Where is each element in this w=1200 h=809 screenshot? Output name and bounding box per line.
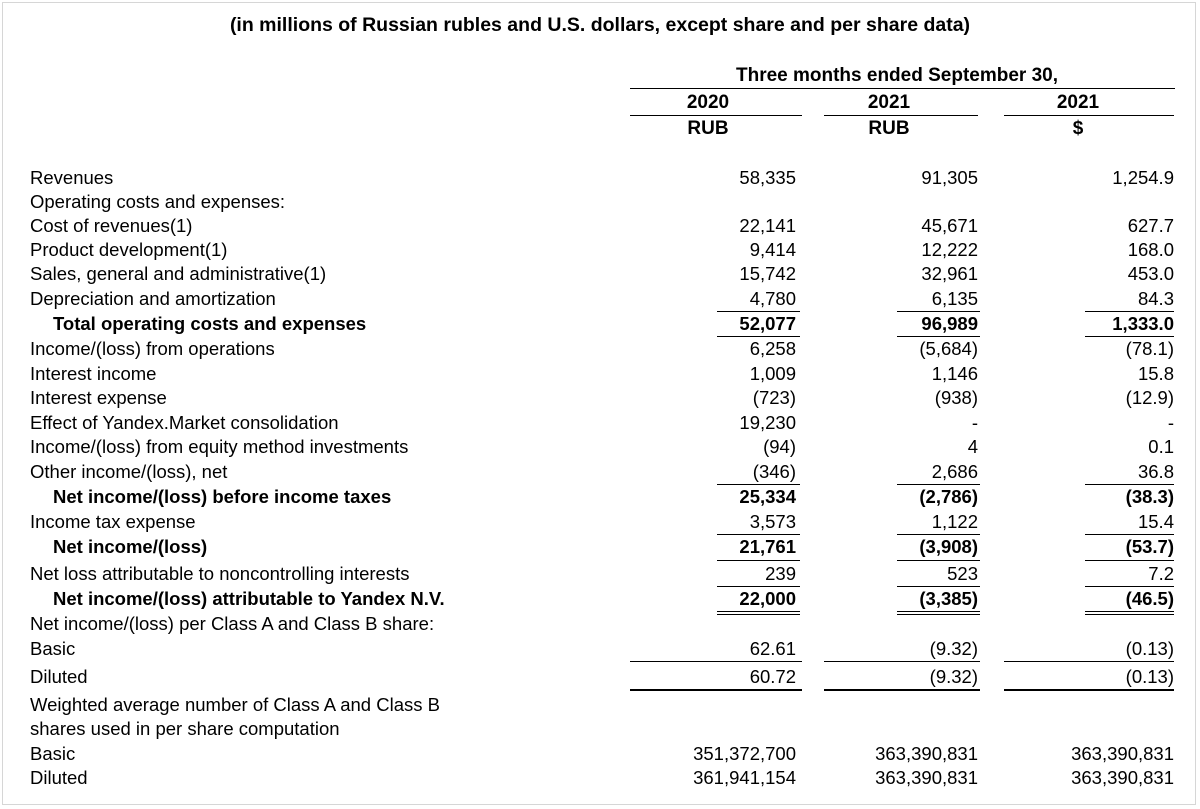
value-interest-expense-2021-rub: (938): [934, 387, 978, 408]
value-noncontrolling-2021-rub: 523: [947, 563, 978, 584]
column-currency-2: RUB: [868, 118, 910, 139]
value-depreciation-2021-usd: 84.3: [1137, 288, 1174, 309]
row-label-income-tax: Income tax expense: [30, 511, 196, 532]
row-label-cost-of-revenues: Cost of revenues(1): [30, 215, 193, 236]
value-sga-2021-usd: 453.0: [1127, 263, 1174, 284]
row-label-weighted-average-cont: shares used in per share computation: [30, 718, 340, 739]
value-product-development-2021-rub: 12,222: [921, 239, 978, 260]
value-depreciation-2021-rub: 6,135: [931, 288, 978, 309]
row-label-noncontrolling: Net loss attributable to noncontrolling interests: [30, 563, 410, 584]
value-attributable-yandex-2021-rub: (3,385): [919, 588, 978, 609]
value-interest-income-2021-usd: 15.8: [1137, 363, 1174, 384]
value-income-from-operations-2021-rub: (5,684): [919, 338, 978, 359]
value-other-income-2021-rub: 2,686: [931, 461, 978, 482]
row-label-interest-income: Interest income: [30, 363, 157, 384]
attrib-double-line-1b: [717, 614, 800, 615]
column-year-3: 2021: [1056, 92, 1100, 113]
year-underline-3: [1004, 115, 1174, 116]
value-eps-basic-2021-rub: (9.32): [929, 638, 978, 659]
attrib-double-line-2b: [897, 614, 980, 615]
value-cost-of-revenues-2021-rub: 45,671: [921, 215, 978, 236]
value-sga-2020: 15,742: [739, 263, 796, 284]
eps-diluted-line-2: [824, 689, 980, 691]
value-shares-diluted-2021-usd: 363,390,831: [1071, 767, 1174, 788]
value-other-income-2021-usd: 36.8: [1137, 461, 1174, 482]
value-attributable-yandex-2020: 22,000: [739, 588, 796, 609]
row-label-other-income: Other income/(loss), net: [30, 461, 228, 482]
value-net-income-2020: 21,761: [739, 536, 796, 557]
value-product-development-2020: 9,414: [749, 239, 796, 260]
row-label-product-development: Product development(1): [30, 239, 228, 260]
column-currency-3: $: [1072, 118, 1084, 139]
row-label-operating-costs-heading: Operating costs and expenses:: [30, 191, 286, 212]
value-equity-method-2021-rub: 4: [967, 436, 978, 457]
row-label-total-operating-costs: Total operating costs and expenses: [53, 313, 367, 334]
value-product-development-2021-usd: 168.0: [1127, 239, 1174, 260]
value-depreciation-2020: 4,780: [749, 288, 796, 309]
attrib-double-line-1a: [717, 611, 800, 612]
row-label-equity-method: Income/(loss) from equity method investments: [30, 436, 409, 457]
row-label-eps-heading: Net income/(loss) per Class A and Class B share:: [30, 613, 435, 634]
value-total-operating-costs-2021-rub: 96,989: [921, 313, 978, 334]
value-shares-basic-2020: 351,372,700: [693, 743, 796, 764]
value-shares-diluted-2020: 361,941,154: [693, 767, 796, 788]
row-label-interest-expense: Interest expense: [30, 387, 167, 408]
value-cost-of-revenues-2020: 22,141: [739, 215, 796, 236]
value-interest-income-2021-rub: 1,146: [931, 363, 978, 384]
year-underline-1: [630, 115, 802, 116]
nci-top-line-1: [717, 560, 800, 561]
value-income-from-operations-2021-usd: (78.1): [1125, 338, 1174, 359]
value-income-tax-2021-rub: 1,122: [931, 511, 978, 532]
row-label-revenues: Revenues: [30, 167, 114, 188]
value-equity-method-2021-usd: 0.1: [1148, 436, 1174, 457]
value-total-operating-costs-2021-usd: 1,333.0: [1112, 313, 1174, 334]
row-label-net-income: Net income/(loss): [53, 536, 208, 557]
value-eps-diluted-2021-usd: (0.13): [1125, 666, 1174, 687]
value-eps-diluted-2020: 60.72: [749, 666, 796, 687]
value-revenues-2020: 58,335: [739, 167, 796, 188]
value-eps-diluted-2021-rub: (9.32): [929, 666, 978, 687]
value-market-consolidation-2020: 19,230: [739, 412, 796, 433]
row-label-shares-basic: Basic: [30, 743, 76, 764]
value-revenues-2021-rub: 91,305: [921, 167, 978, 188]
attrib-double-line-3a: [1085, 611, 1174, 612]
column-currency-1: RUB: [687, 118, 729, 139]
value-interest-income-2020: 1,009: [749, 363, 796, 384]
period-header: Three months ended September 30,: [735, 65, 1059, 86]
value-income-from-operations-2020: 6,258: [749, 338, 796, 359]
nci-top-line-2: [897, 560, 980, 561]
value-noncontrolling-2020: 239: [765, 563, 796, 584]
value-market-consolidation-2021-usd: -: [1167, 412, 1174, 433]
row-label-market-consolidation: Effect of Yandex.Market consolidation: [30, 412, 339, 433]
value-interest-expense-2020: (723): [752, 387, 796, 408]
value-eps-basic-2020: 62.61: [749, 638, 796, 659]
value-other-income-2020: (346): [752, 461, 796, 482]
value-net-income-2021-usd: (53.7): [1125, 536, 1174, 557]
value-eps-basic-2021-usd: (0.13): [1125, 638, 1174, 659]
row-label-shares-diluted: Diluted: [30, 767, 88, 788]
row-label-sga: Sales, general and administrative(1): [30, 263, 327, 284]
value-attributable-yandex-2021-usd: (46.5): [1125, 588, 1174, 609]
row-label-income-from-operations: Income/(loss) from operations: [30, 338, 275, 359]
value-income-before-taxes-2021-usd: (38.3): [1125, 486, 1174, 507]
nci-top-line-3: [1085, 560, 1174, 561]
value-net-income-2021-rub: (3,908): [919, 536, 978, 557]
eps-diluted-line-3: [1004, 689, 1174, 691]
eps-basic-line-1: [630, 661, 802, 662]
eps-basic-line-3: [1004, 661, 1174, 662]
eps-basic-line-2: [824, 661, 980, 662]
value-income-before-taxes-2020: 25,334: [739, 486, 796, 507]
row-label-attributable-yandex: Net income/(loss) attributable to Yandex N.V.: [53, 588, 445, 609]
statement-title: (in millions of Russian rubles and U.S. dollars, except share and per share data): [229, 14, 971, 36]
value-noncontrolling-2021-usd: 7.2: [1148, 563, 1174, 584]
value-income-before-taxes-2021-rub: (2,786): [919, 486, 978, 507]
period-underline: [630, 88, 1175, 89]
value-total-operating-costs-2020: 52,077: [739, 313, 796, 334]
column-year-2: 2021: [867, 92, 911, 113]
value-shares-basic-2021-rub: 363,390,831: [875, 743, 978, 764]
row-label-weighted-average: Weighted average number of Class A and Class B: [30, 694, 440, 715]
value-equity-method-2020: (94): [763, 436, 796, 457]
value-revenues-2021-usd: 1,254.9: [1112, 167, 1174, 188]
row-label-eps-basic: Basic: [30, 638, 76, 659]
value-market-consolidation-2021-rub: -: [971, 412, 978, 433]
value-income-tax-2020: 3,573: [749, 511, 796, 532]
value-interest-expense-2021-usd: (12.9): [1125, 387, 1174, 408]
value-cost-of-revenues-2021-usd: 627.7: [1127, 215, 1174, 236]
value-sga-2021-rub: 32,961: [921, 263, 978, 284]
eps-diluted-line-1: [630, 689, 802, 691]
row-label-depreciation: Depreciation and amortization: [30, 288, 276, 309]
attrib-double-line-3b: [1085, 614, 1174, 615]
row-label-income-before-taxes: Net income/(loss) before income taxes: [53, 486, 392, 507]
column-year-1: 2020: [686, 92, 730, 113]
value-income-tax-2021-usd: 15.4: [1137, 511, 1174, 532]
year-underline-2: [824, 115, 978, 116]
attrib-double-line-2a: [897, 611, 980, 612]
value-shares-diluted-2021-rub: 363,390,831: [875, 767, 978, 788]
row-label-eps-diluted: Diluted: [30, 666, 88, 687]
value-shares-basic-2021-usd: 363,390,831: [1071, 743, 1174, 764]
